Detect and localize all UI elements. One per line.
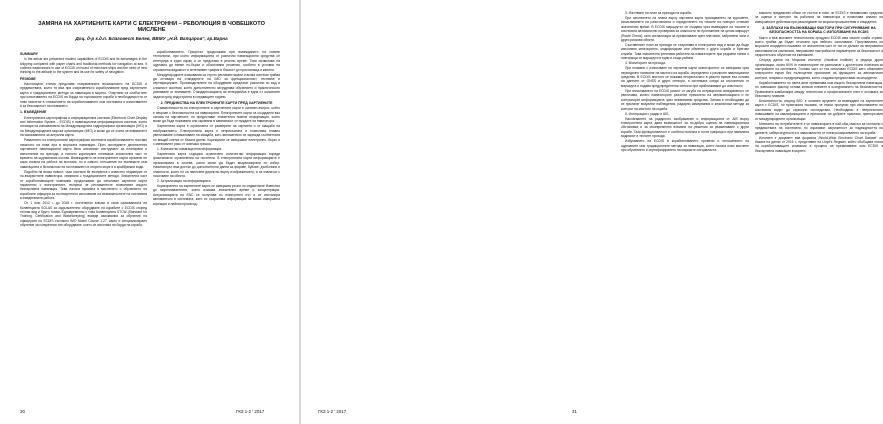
- paragraph: Наслагването на радарното изображение и информацията от AIS върху електронната карта дава възможност за по-добра оценка на навигационната обстановка и за своевременно вземане на решения за разминаване с други кораби. Тази функционалност е особено полезна в гъсти трафици и при намалена видимост в тесните проходи.: [621, 116, 749, 139]
- journal-issue-left: ГКЗ 1-2 ' 2017: [236, 409, 265, 414]
- paragraph: 5. Интеграция с радар и AIS.: [625, 111, 670, 116]
- journal-issue-right: ГКЗ 1-2 ' 2017: [318, 409, 347, 414]
- right-page-column-1: [621, 11, 749, 408]
- left-page-column-1: [20, 50, 147, 410]
- paragraph: Според данни на Морския институт (Nautical Institute) и редица други организации, около 60% от навигаторите не разполагат с достатъчни познания за настройките на системата. Голяма част от тях използват ECDIS като обикновен електронен екран без пълноценно прилагане на функциите за автоматичен контрол, аларми и предупреждения, което създава предпоставки за инциденти.: [755, 58, 883, 80]
- paragraph: Както и във всичките технологични продукти ECDIS има своите слаби страни, които трябва да бъдат отчитани при нейното използване. Проучванията на морските инциденти показват, че значителна част от тях се дължат на неправилно използване на системата, неправилни настройки на параметрите за безопасност и недостатъчно обучение на екипажите.: [755, 35, 883, 58]
- paragraph: Хартиената карта съдържа ограничено количество информация поради физическите ограничения на носителя. В електронната карта информацията е организирана в слоеве, които могат да бъдат визуализирани по избор. Навигаторът има достъп до допълнителни данни за фарове, буйове, дълбочини и опасности, които не са нанесени директно върху изображението, а се извличат с посочване на обекта.: [153, 152, 280, 179]
- paragraph: In the article are presented modern capabilities of ECDIS and its advantages in the shipping compared with paper charts and traditional methods for navigation at sea. It outlines weaknesses in use of ECDIS on board of merchant ships and the need of new thinking to the attitude to the system and its use for safety of navigation.: [20, 57, 147, 75]
- article-title: ЗАМЯНА НА ХАРТИЕНИТЕ КАРТИ С ЕЛЕКТРОННИ – РЕВОЛЮЦИЯ В ЧОВЕШКОТО МИСЛЕНЕ: [38, 21, 265, 34]
- paragraph: Съвместимостта на електронните и хартиените карти е основен въпрос, който е свързан с безопасността на навигацията. Електронните карти са създадени въз основа на хартиените, но предоставят значително повече информация, която може да бъде показвана или скривана в зависимост от нуждите на навигатора.: [153, 106, 280, 124]
- section-heading: 1. ВЪВЕДЕНИЕ: [20, 110, 47, 115]
- right-page: [301, 0, 883, 424]
- paragraph: корабоплаването. Процесът продължава при въвеждането на новите технологии, при които информацията от различни навигационни средства се интегрира в един екран и се представя в реално време. Това позволява на щурмана да вземе по-бързи и обосновани решения, особено в условия на ограничена видимост и интензивен трафик в близост до пристанища и канали.: [153, 50, 280, 72]
- left-page: [0, 0, 299, 424]
- paragraph: Хартиената карта е ограничена от размерите на хартията и от мащаба на изображението. Електронната карта е непрекъсната и позволява плавно увеличаване и намаляване на мащаба, като автоматично се зарежда съответната по мащаб клетка от базата данни. Корекциите се извършват електронно, бързо и с минимален риск от човешка грешка.: [153, 124, 280, 146]
- paragraph: Електронната картографска и информационна система (Electronic Chart Display and Information System – ECDIS) е навигационна информационна система, която отговаря на изискванията на Международната хидрографска организация (IHO) и на Международната морска организация (IMO) и може да се счита за еквивалент на изискванията за актуални карти.: [20, 115, 147, 138]
- paragraph: При изготвянето на плана върху хартиени карти прокарването на курсовете, изчисляването на разстоянията и определянето на точките на поворот отнемат значително време. В ECDIS маршрутът се създава чрез въвеждане на точките и системата автоматично проверява за опасности по протежение на целия маршрут (Route Check), като сигнализира за преминаване през плитчини, забранени зони и други рискови обекти.: [621, 16, 749, 43]
- paragraph: Безопасността, според IMO, е основен аргумент за въвеждане на хартиените карти с ECDIS, но практиката показва, че някои пропуски при използването на системата водят до сериозни последствия. Необходимо е непрекъснато повишаване на квалификацията и прилагане на добрите практики, препоръчани от международните организации.: [755, 99, 883, 121]
- section-heading: 2. ПРЕДИМСТВА НА ЕЛЕКТРОННИТЕ КАРТИ ПРЕД ХАРТИЕНИТЕ: [160, 100, 273, 105]
- paragraph: При използването на ECDIS рискът от загуба на ситуационна осведоменост се увеличава, когато навигаторите разчитат прекалено на автоматизацията и не контролират информацията чрез независими средства. Затова е необходимо да се прилагат визуални наблюдения, радарни измервания и класически методи за контрол на мястото на кораба.: [621, 88, 749, 111]
- paragraph: 3. Изготвяне на план за прехода на кораба.: [625, 11, 692, 15]
- paragraph: Развитието на електронните картографски системи в корабоплаването постави началото на нова ера в морската навигация. През последните десетилетия хартиените навигационни карти бяха основният инструмент за планиране и изпълнение на прехода, а тяхното коригиране отнемаше значителна част от времето на щурманския състав. Въвеждането на електронните карти промени не само начина на работа на мостика, но и самото отношение на екипажите към навигацията и безопасността на плаването в открито море и в крайбрежни води.: [20, 138, 147, 169]
- page-number-left: 30: [20, 409, 25, 414]
- paragraph: 2. Актуализация на информацията.: [157, 179, 212, 184]
- paragraph: Международните изисквания са строго регламентирани и всяка система трябва да отговаря на стандартите на IMO за функционалност, тестване и сертифициране. Производителите на оборудване предлагат различни по вид и сложност системи, което допълнително затруднява обучението и практическото усвояване от екипажите. Стандартизацията на интерфейса е една от основните задачи пред индустрията в следващите години.: [153, 72, 280, 99]
- article-authors: Доц. д-р к.д.п. Благовест Белев, ВВМУ „Н.Й. Вапцаров“, гр.Варна: [75, 36, 228, 41]
- right-page-column-2: [755, 11, 883, 408]
- section-heading: 3. ЗАПЛАХИ НА ВЪЗНИКВАЩИ ФАКТОРИ ПРИ СИГУРНЯВАНЕ НА БЕЗОПАСНОСТТА НА КОРАБА С ИЗПОЛЗВАНЕ НА ECDIS: [762, 26, 876, 35]
- section-heading: РЕЗЮМЕ: [20, 76, 36, 81]
- paragraph: Мнението на потребителите е че навигаторите в най-общ смисъл са съгласни с предимствата на системата, но изразяват загриженост за надеждността на данните, киберсигурността и зависимостта от електрозахранването на кораба.: [755, 121, 883, 135]
- paragraph: Коригирането на хартиените карти се извършва ръчно по седмичните Известия до мореплавателите, което изисква значително време и концентрация. Актуализацията на ENC се получава по електронен път и се инсталира автоматично в системата, като се съхранява информация за всяка извършена корекция и нейния произход.: [153, 184, 280, 206]
- paragraph: От 1 юли 2012 г. до 2018 г. постепенно влизат в сила изискванията на Конвенцията SOLAS за задължително оборудване на корабите с ECDIS според техния вид и бруто тонаж. Едновременно с това Конвенцията STCW (Standard for Training, Certification and Watchkeeping) въведе изисквания за обучение на офицерите по ECDIS съгласно IMO Model Course 1.27, както и специализирано обучение за конкретния тип оборудване, което се използва на борда на кораба.: [20, 201, 147, 228]
- paragraph: Корабоплаването по света вече преминава към изцяло безхартиена навигация, но човешкият фактор остава ключов елемент в осигуряването на безопасността. Правилната комбинация между технология и професионален опит е основата за безопасно плаване.: [755, 80, 883, 99]
- paragraph: Подобно на всяка новост, тази система бе възприета с известно недоверие от по-възрастните навигатори, свикнали с традиционните методи. Значителна част от корабоплаващите компании продължават да използват хартиени карти паралелно с електронните, въпреки че регламентите позволяват изцяло безхартиена навигация. Това налага промяна в мисленето и обучението на корабните офицери за пълноценното използване на възможностите на системата в ежедневната работа.: [20, 169, 147, 201]
- paragraph: важното предимство обаче се състои в това, че ECDIS е независимо средство за оценка и контрол на работата на навигатора и позволява анализ на извършените действия при разследване на морски произшествия и инциденти.: [755, 11, 883, 24]
- paragraph: 1. Количество навигационна информация.: [157, 147, 223, 151]
- paragraph: 4. Мониторинг на прехода.: [625, 61, 666, 66]
- left-page-column-2: [153, 50, 280, 410]
- paragraph: Съставеният план за прехода се съхранява в електронен вид и може да бъде използван многократно, модифициран или обменян с други кораби и брегови служби. Това значително улеснява работата на навигаторите при редовни линии и повторящи се маршрути в едни и същи райони.: [621, 43, 749, 61]
- paragraph: Избухването на ECDIS в корабоплаването промени и отношението на щурманите към традиционните методи за навигация, което налага ново мислене при обучението и сертифицирането на морските специалисти.: [621, 139, 749, 152]
- section-heading: SUMMARY: [20, 51, 38, 56]
- paragraph: При плаване с използване на хартиени карти мониторингът се извършва чрез периодично нанасяне на мястото на кораба, определено с различни навигационни средства. В ECDIS мястото се показва непрекъснато в реално време въз основа на данните от GNSS и други сензори, а системата следи за отклонения от маршрута и подава предупредителни сигнали при приближаване до опасности.: [621, 66, 749, 88]
- page-number-right: 31: [572, 409, 577, 414]
- paragraph: Настоящата статия представя съвременните възможности на ECDIS и предимствата, които тя има при съвременното корабоплаване пред хартиените карти и традиционните методи за навигация в морето. Очертани са слабостите при използването на ECDIS на борда на търговските кораби и необходимостта от ново мислене в отношението на корабоплаването към системата и използването ѝ за безопасност на плаването.: [20, 82, 147, 109]
- paragraph: Изготвен е документ във формата „World-Wide Electronic Chart Dataset“ на базата на данни от 2016 г., представен на Lloyd's Register, който обобщава опита на корабоплаващите компании в процеса на преминаване към ECDIS и безхартиена навигация в морето.: [755, 135, 883, 153]
